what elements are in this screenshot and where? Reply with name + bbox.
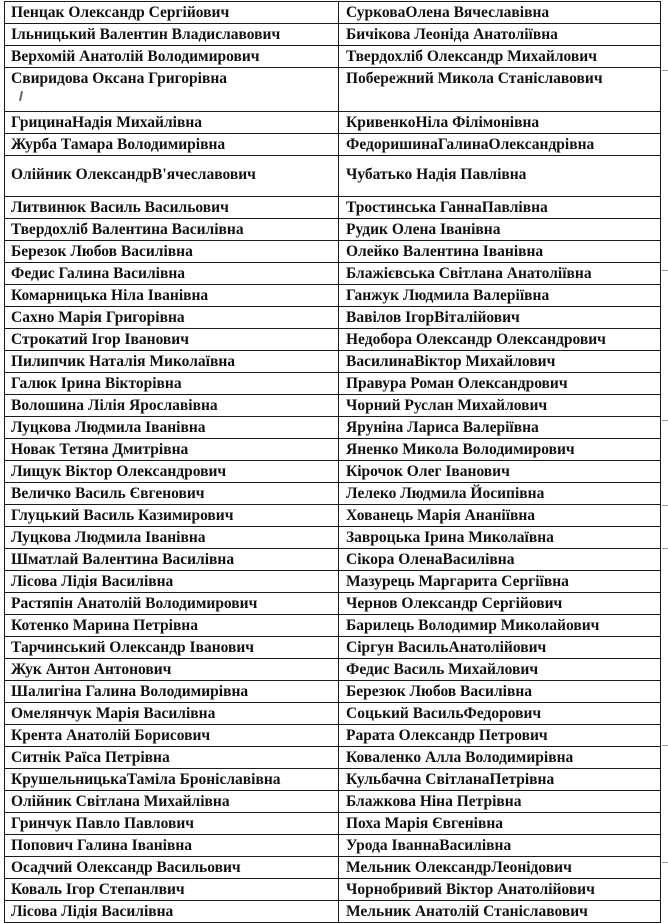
name-cell-right: Чернов Олександр Сергійович — [339, 593, 661, 615]
table-row — [5, 615, 661, 637]
name-cell-left: Лісова Лідія Василівна — [5, 571, 339, 593]
name-cell-left: Олійник Світлана Михайлівна — [5, 791, 339, 813]
table-row — [5, 813, 661, 835]
table-row — [5, 747, 661, 769]
table-row — [5, 351, 661, 373]
scan-speck — [662, 505, 668, 506]
name-cell-right: ВасилинаВіктор Михайлович — [339, 351, 661, 373]
name-cell-left: Котенко Марина Петрівна — [5, 615, 339, 637]
table-row — [5, 134, 661, 156]
scan-speck — [662, 420, 668, 421]
name-cell-left: ГрицинаНадія Михайлівна — [5, 112, 339, 134]
table-row — [5, 241, 661, 263]
name-cell-left: Омелянчук Марія Василівна — [5, 703, 339, 725]
name-cell-right: Барилець Володимир Миколайович — [339, 615, 661, 637]
name-cell-left: Березок Любов Василівна — [5, 241, 339, 263]
table-row — [5, 549, 661, 571]
name-cell-right: Чубатько Надія Павлівна — [339, 156, 661, 197]
name-cell-left: Луцкова Людмила Іванівна — [5, 417, 339, 439]
name-cell-left: Строкатий Ігор Іванович — [5, 329, 339, 351]
name-cell-right: ФедоришинаГалинаОлександрівна — [339, 134, 661, 156]
name-cell-left: Федис Галина Василівна — [5, 263, 339, 285]
name-cell-right: Сікора ОленаВасилівна — [339, 549, 661, 571]
name-cell-right: Кірочок Олег Іванович — [339, 461, 661, 483]
name-cell-left: Глуцький Василь Казимирович — [5, 505, 339, 527]
name-cell-left: Сахно Марія Григорівна — [5, 307, 339, 329]
table-row — [5, 879, 661, 901]
table-row — [5, 219, 661, 241]
name-cell-right: Твердохліб Олександр Михайлович — [339, 46, 661, 68]
name-cell-right: Поха Марія Євгенівна — [339, 813, 661, 835]
table-row — [5, 46, 661, 68]
name-cell-right: Блажієвська Світлана Анатоліївна — [339, 263, 661, 285]
name-cell-right: Блажкова Ніна Петрівна — [339, 791, 661, 813]
name-cell-left: Шматлай Валентина Василівна — [5, 549, 339, 571]
table-row — [5, 2, 661, 24]
table-row — [5, 791, 661, 813]
name-cell-right: Лелеко Людмила Йосипівна — [339, 483, 661, 505]
name-cell-left: Комарницька Ніла Іванівна — [5, 285, 339, 307]
name-cell-right: Рудик Олена Іванівна — [339, 219, 661, 241]
name-cell-right: Яруніна Лариса Валеріївна — [339, 417, 661, 439]
name-cell-right: Березюк Любов Василівна — [339, 681, 661, 703]
name-cell-left: Пилипчик Наталія Миколаївна — [5, 351, 339, 373]
table-row — [5, 156, 661, 197]
table-row — [5, 307, 661, 329]
name-cell-left: Попович Галина Іванівна — [5, 835, 339, 857]
name-cell-left: Осадчий Олександр Васильович — [5, 857, 339, 879]
name-cell-left: Журба Тамара Володимирівна — [5, 134, 339, 156]
name-cell-left: Пенцак Олександр Сергійович — [5, 2, 339, 24]
names-table — [4, 1, 661, 923]
scan-speck — [662, 745, 668, 746]
name-cell-left: Гринчук Павло Павлович — [5, 813, 339, 835]
name-cell-left: Твердохліб Валентина Василівна — [5, 219, 339, 241]
name-cell-left: Свиридова Оксана Григорівна — [5, 68, 339, 112]
name-cell-left: Новак Тетяна Дмитрівна — [5, 439, 339, 461]
table-row — [5, 373, 661, 395]
name-cell-left: Лищук Віктор Олександрович — [5, 461, 339, 483]
name-cell-right: Побережний Микола Станіславович — [339, 68, 661, 112]
table-row — [5, 659, 661, 681]
name-cell-left: Верхомій Анатолій Володимирович — [5, 46, 339, 68]
name-cell-right: Тростинська ГаннаПавлівна — [339, 197, 661, 219]
name-cell-right: Рарата Олександр Петрович — [339, 725, 661, 747]
scan-speck — [662, 862, 668, 863]
name-cell-right: Ганжук Людмила Валеріївна — [339, 285, 661, 307]
table-row — [5, 263, 661, 285]
name-cell-right: Хованець Марія Ананіївна — [339, 505, 661, 527]
table-row — [5, 769, 661, 791]
name-cell-left: Величко Василь Євгенович — [5, 483, 339, 505]
name-cell-right: Чорнобривий Віктор Анатолійович — [339, 879, 661, 901]
name-cell-right: Завроцька Ірина Миколаївна — [339, 527, 661, 549]
name-cell-right: Яненко Микола Володимирович — [339, 439, 661, 461]
name-cell-right: Мельник ОлександрЛеонідович — [339, 857, 661, 879]
name-cell-right: Коваленко Алла Володимирівна — [339, 747, 661, 769]
table-row — [5, 285, 661, 307]
name-cell-right: Бичікова Леонiда Анатоліївна — [339, 24, 661, 46]
table-row — [5, 505, 661, 527]
names-table-body — [5, 2, 661, 923]
scan-speck — [662, 70, 668, 71]
name-cell-left: Ільницький Валентин Владиславович — [5, 24, 339, 46]
name-cell-left: Шалигіна Галина Володимирівна — [5, 681, 339, 703]
name-cell-right: Олейко Валентина Іванівна — [339, 241, 661, 263]
table-row — [5, 439, 661, 461]
table-row — [5, 68, 661, 112]
name-cell-left: Луцкова Людмила Іванівна — [5, 527, 339, 549]
table-row — [5, 835, 661, 857]
table-row — [5, 681, 661, 703]
table-row — [5, 417, 661, 439]
table-row — [5, 24, 661, 46]
scan-speck — [662, 548, 668, 549]
table-row — [5, 197, 661, 219]
table-row — [5, 395, 661, 417]
table-row — [5, 571, 661, 593]
name-cell-right: Кульбачна СвітланаПетрівна — [339, 769, 661, 791]
table-row — [5, 703, 661, 725]
name-cell-right: Соцький ВасильФедорович — [339, 703, 661, 725]
name-cell-left: КрушельницькаТаміла Броніславівна — [5, 769, 339, 791]
table-row — [5, 857, 661, 879]
name-cell-right: Сіргун ВасильАнатолійович — [339, 637, 661, 659]
name-cell-right: СурковаОлена Вячеславівна — [339, 2, 661, 24]
name-cell-right: КривенкоНіла Філімонівна — [339, 112, 661, 134]
name-cell-right: Мазурець Маргарита Сергіївна — [339, 571, 661, 593]
name-cell-right: Урода ІваннаВасилівна — [339, 835, 661, 857]
name-cell-right: Вавілов ІгорВіталійович — [339, 307, 661, 329]
name-cell-left: Олійник ОлександрВ'ячеславович — [5, 156, 339, 197]
table-row — [5, 901, 661, 923]
name-cell-left: Волошина Лілія Ярославівна — [5, 395, 339, 417]
table-row — [5, 593, 661, 615]
name-cell-right: Федис Василь Михайлович — [339, 659, 661, 681]
name-cell-left: Литвинюк Василь Васильович — [5, 197, 339, 219]
name-cell-left: Лісова Лідія Василівна — [5, 901, 339, 923]
table-row — [5, 329, 661, 351]
table-row — [5, 461, 661, 483]
name-cell-left: Галюк Ірина Вікторівна — [5, 373, 339, 395]
name-cell-right: Чорний Руслан Михайлович — [339, 395, 661, 417]
name-cell-left: Тарчинський Олександр Іванович — [5, 637, 339, 659]
name-cell-left: Растяпін Анатолій Володимирович — [5, 593, 339, 615]
scan-speck — [662, 270, 668, 271]
name-cell-left: Жук Антон Антонович — [5, 659, 339, 681]
table-row — [5, 637, 661, 659]
name-cell-right: Недобора Олександр Олександрович — [339, 329, 661, 351]
name-cell-left: Ситнік Раїса Петрівна — [5, 747, 339, 769]
name-cell-left: Крента Анатолій Борисович — [5, 725, 339, 747]
table-row — [5, 725, 661, 747]
table-row — [5, 112, 661, 134]
name-cell-right: Правура Роман Олександрович — [339, 373, 661, 395]
name-cell-left: Коваль Ігор Степанлвич — [5, 879, 339, 901]
table-row — [5, 483, 661, 505]
name-cell-right: Мельник Анатолій Станіславович — [339, 901, 661, 923]
table-row — [5, 527, 661, 549]
